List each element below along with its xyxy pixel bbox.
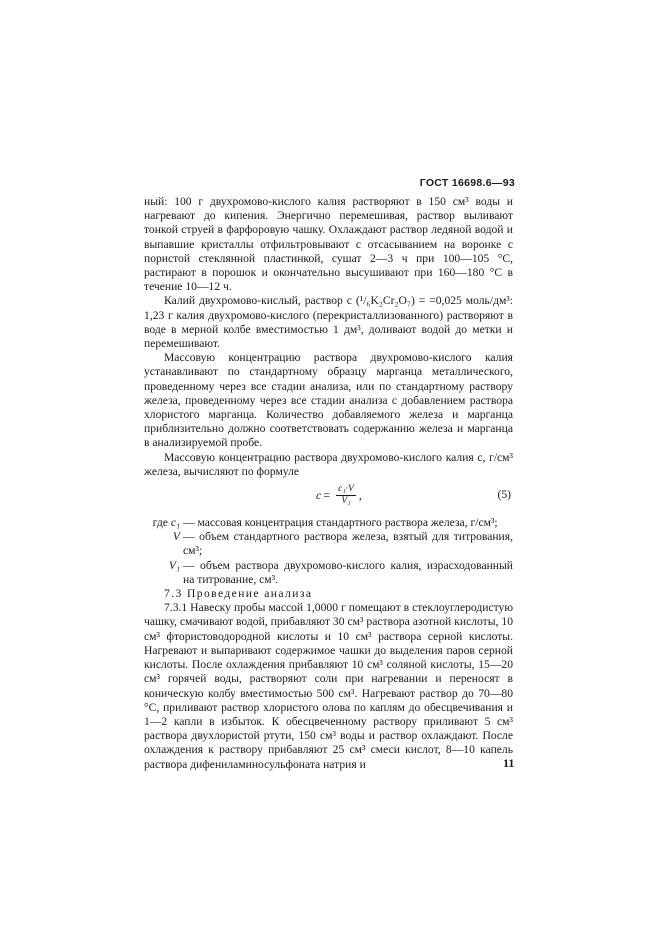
document-body (144, 195, 513, 772)
definition-symbol-text: c₁ (170, 516, 180, 530)
page-number: 11 (503, 756, 515, 770)
formula-5 (144, 480, 513, 514)
paragraph-concentration-setup: Массовую концентрацию раствора двухромово-кислого калия устанавливают по стандартному образцу марганца металлического, проведенному через все стадии анализа, или по стандартному раствору железа, проведенному через все стадии анализа с добавлением раствора хлористого марганца. Количество добавляемого железа и марганца приблизительно должно соответствовать содержанию железа и марганца в анализируемой пробе. (144, 351, 513, 450)
definition-item (144, 559, 513, 587)
paragraph-dichromate-solution: Калий двухромово-кислый, раствор c (¹/₆K₂Cr₂O₇) = =0,025 моль/дм³: 1,23 г калия двухромово-кислого (перекристаллизованного) растворяют в воде в мерной колбе вместимостью 1 дм³, доливают водой до метки и перемешивают. (144, 294, 513, 351)
paragraph-reagent-preparation: ный: 100 г двухромово-кислого калия растворяют в 150 см³ воды и нагревают до кипения. Энергично перемешивая, раствор выливают тонкой струей в фарфоровую чашку. Охлаждают раствор ледяной водой и выпавшие кристаллы отфильтровывают с отсасыванием на воронке с пористой стеклянной пластинкой, сушат 2—3 ч при 100—105 °С, растирают в порошок и окончательно высушивают при 160—180 °С в течение 10—12 ч. (144, 195, 513, 294)
definition-item (144, 516, 513, 530)
definition-prefix: где (152, 516, 168, 530)
definition-text: — объем раствора двухромово-кислого калия, израсходованный на титрование, см³. (183, 558, 513, 586)
formula-expression (316, 484, 362, 507)
paragraph-formula-intro: Массовую концентрацию раствора двухромово-кислого калия c, г/см³ железа, вычисляют по формуле (144, 450, 513, 478)
definition-symbol-text: V (172, 530, 180, 544)
definition-text: — объем стандартного раствора железа, взятый для титрования, см³; (183, 530, 513, 558)
formula-lhs: c (316, 488, 322, 503)
section-title: 7.3 Проведение анализа (164, 587, 313, 601)
formula-fraction (336, 484, 356, 507)
formula-equals: = (323, 488, 331, 503)
paragraph-analysis-procedure: 7.3.1 Навеску пробы массой 1,0000 г помещают в стеклоуглеродистую чашку, смачивают водой, прибавляют 30 см³ раствора азотной кислоты, 10 см³ фтористоводородной кислоты и 10 см³ раствора серной кислоты. Нагревают и выпаривают содержимое чашки до выделения паров серной кислоты. После охлаждения прибавляют 10 см³ соляной кислоты, 15—20 см³ горячей воды, растворяют соли при нагревании и переносят в коническую колбу вместимостью 500 см³. Нагревают раствор до 70—80 °С, приливают раствор хлористого олова по каплям до обесцвечивания и 1—2 капли в избыток. К обесцвеченному раствору приливают 5 см³ раствора двухлористой ртути, 150 см³ воды и раствор охлаждают. После охлаждения к раствору прибавляют 25 см³ смеси кислот, 8—10 капель раствора дифениламиносульфоната натрия и (144, 601, 513, 771)
formula-number: (5) (497, 488, 511, 502)
definition-symbol-text: V₁ (168, 558, 180, 572)
definition-symbol (144, 559, 183, 587)
definition-text: — массовая концентрация стандартного раствора железа, г/см³; (183, 516, 498, 530)
standard-code-header: ГОСТ 16698.6—93 (419, 177, 515, 189)
formula-definitions (144, 516, 513, 587)
formula-numerator: c₁·V (338, 484, 354, 495)
formula-denominator: V₁ (341, 496, 351, 507)
definition-item (144, 530, 513, 558)
definition-symbol (144, 530, 183, 558)
definition-symbol (144, 516, 183, 530)
formula-comma: , (358, 488, 362, 503)
